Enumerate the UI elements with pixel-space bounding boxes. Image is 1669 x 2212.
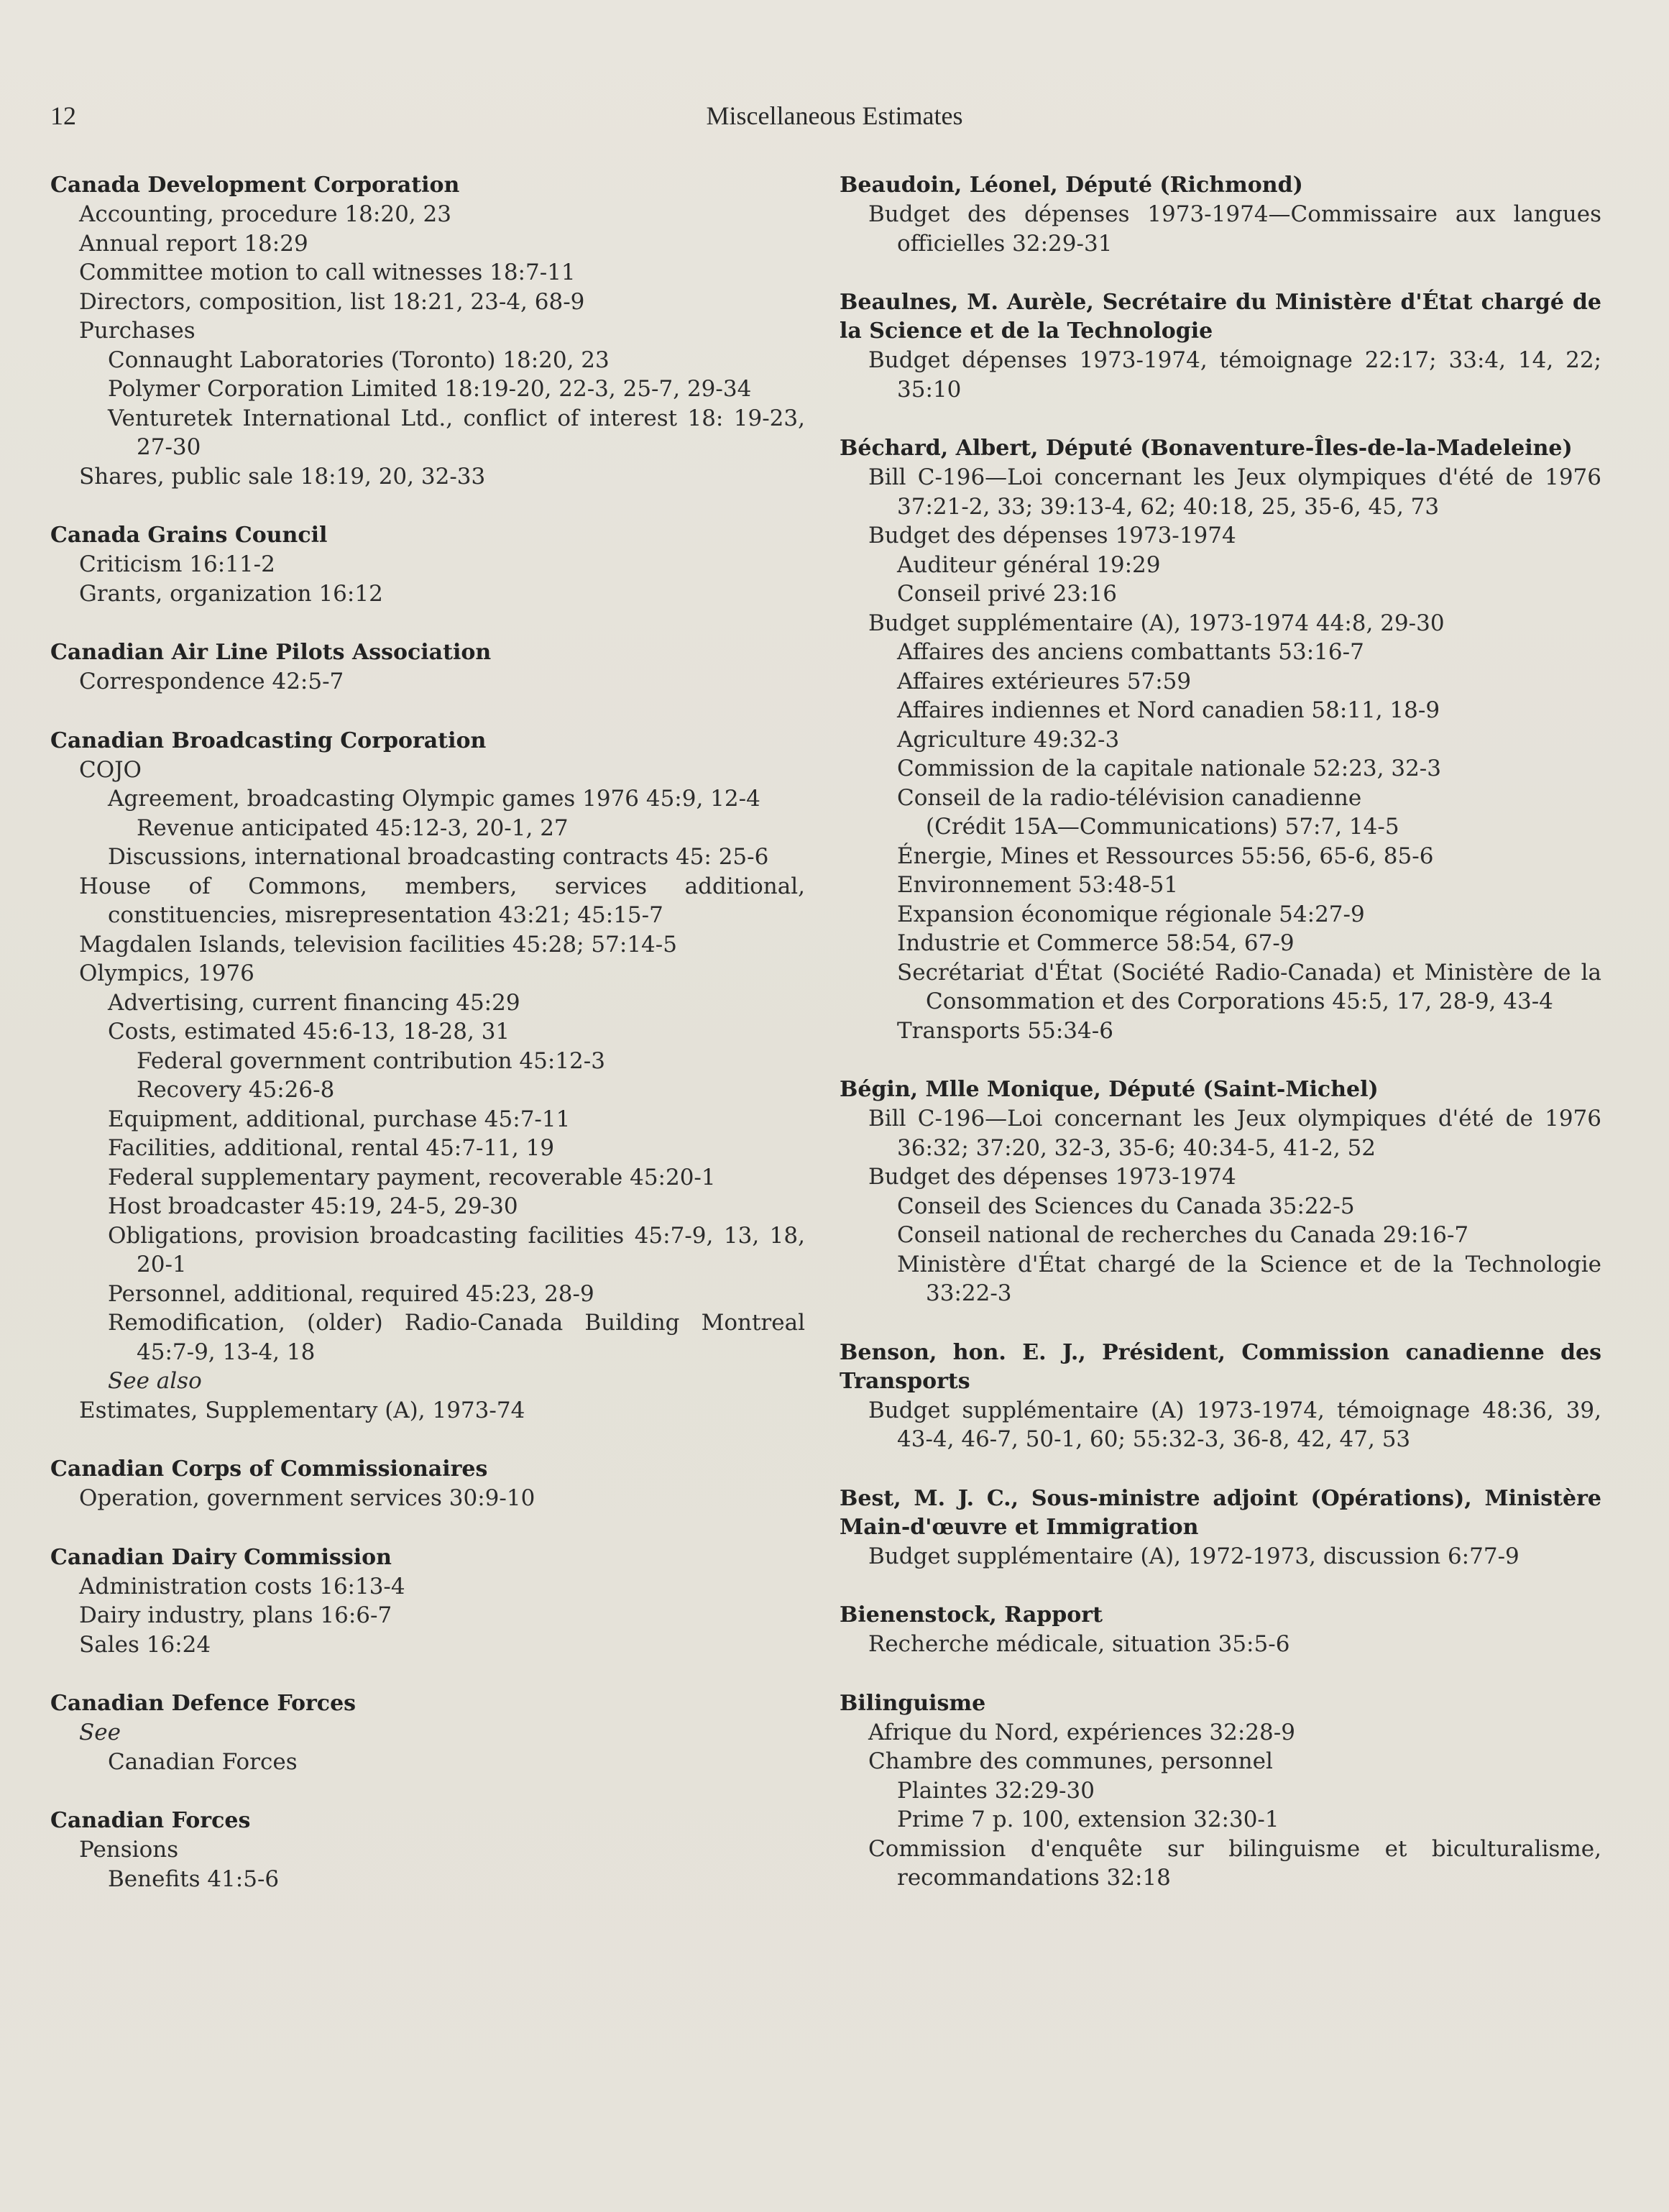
subentry-line: Conseil de la radio-télévision canadienne bbox=[897, 784, 1362, 811]
subentry-line: Budget des dépenses 1973-1974 bbox=[868, 1164, 1236, 1190]
subentry-line: Equipment, additional, purchase 45:7-11 bbox=[108, 1106, 571, 1132]
index-entry bbox=[50, 171, 805, 491]
subentry-line: Bill C-196—Loi concernant les Jeux olympiques d'été de 1976 37:21-2, 33; 39:13-4, 62; 40:18, 25, 35-6, 45, 73 bbox=[868, 464, 1601, 520]
subentry-line: Administration costs 16:13-4 bbox=[79, 1573, 405, 1600]
index-entry bbox=[840, 1601, 1601, 1659]
entry-heading: Canadian Forces bbox=[50, 1808, 251, 1833]
page-header bbox=[50, 101, 1619, 137]
subentry-line: Grants, organization 16:12 bbox=[79, 580, 383, 607]
index-entry bbox=[50, 1807, 805, 1894]
subentry-line: Budget supplémentaire (A), 1972-1973, discussion 6:77-9 bbox=[868, 1543, 1519, 1569]
index-entry bbox=[840, 1484, 1601, 1571]
subentry-line: Transports 55:34-6 bbox=[897, 1017, 1113, 1044]
entry-heading: Canada Grains Council bbox=[50, 523, 328, 548]
subentry-line: Host broadcaster 45:19, 24-5, 29-30 bbox=[108, 1193, 518, 1219]
index-entry bbox=[840, 1689, 1601, 1893]
subentry-line: Venturetek International Ltd., conflict of interest 18: 19-23, 27-30 bbox=[108, 405, 805, 460]
subentry-line: Bill C-196—Loi concernant les Jeux olympiques d'été de 1976 36:32; 37:20, 32-3, 35-6; 40:34-5, 41-2, 52 bbox=[868, 1106, 1601, 1161]
subentry-line: Afrique du Nord, expériences 32:28-9 bbox=[868, 1719, 1295, 1745]
subentry-line: Budget supplémentaire (A), 1973-1974 44:8, 29-30 bbox=[868, 610, 1445, 636]
subentry-line: Commission d'enquête sur bilinguisme et biculturalisme, recommandations 32:18 bbox=[868, 1835, 1601, 1891]
subentry-line: Expansion économique régionale 54:27-9 bbox=[897, 901, 1365, 927]
index-entry bbox=[50, 1543, 805, 1660]
subentry-line: Chambre des communes, personnel bbox=[868, 1748, 1273, 1774]
subentry-line: Polymer Corporation Limited 18:19-20, 22-3, 25-7, 29-34 bbox=[108, 376, 752, 402]
index-entry bbox=[840, 434, 1601, 1045]
subentry-line: Budget des dépenses 1973-1974—Commissaire aux langues officielles 32:29-31 bbox=[868, 201, 1601, 257]
cross-reference: See bbox=[79, 1720, 121, 1745]
subentry-line: Affaires indiennes et Nord canadien 58:11, 18-9 bbox=[897, 697, 1440, 723]
subentry-line: Benefits 41:5-6 bbox=[108, 1865, 280, 1892]
entry-heading: Benson, hon. E. J., Président, Commission canadienne des Transports bbox=[840, 1339, 1601, 1394]
subentry-line: Annual report 18:29 bbox=[79, 230, 308, 257]
subentry-line: Connaught Laboratories (Toronto) 18:20, 23 bbox=[108, 347, 610, 373]
subentry-line: Obligations, provision broadcasting facilities 45:7-9, 13, 18, 20-1 bbox=[108, 1222, 805, 1277]
subentry-line: Budget des dépenses 1973-1974 bbox=[868, 523, 1236, 549]
subentry-line: Affaires extérieures 57:59 bbox=[897, 668, 1192, 694]
subentry-line: Committee motion to call witnesses 18:7-11 bbox=[79, 260, 576, 285]
index-entry bbox=[840, 1075, 1601, 1308]
subentry-line: Olympics, 1976 bbox=[79, 960, 254, 986]
subentry-line: Estimates, Supplementary (A), 1973-74 bbox=[79, 1397, 525, 1423]
entry-heading: Canadian Broadcasting Corporation bbox=[50, 728, 487, 753]
subentry-line: Agreement, broadcasting Olympic games 1976 45:9, 12-4 bbox=[108, 786, 760, 812]
index-entry bbox=[50, 727, 805, 1426]
entry-heading: Canadian Air Line Pilots Association bbox=[50, 640, 492, 665]
subentry-line: Recovery 45:26-8 bbox=[137, 1077, 335, 1103]
subentry-line: Industrie et Commerce 58:54, 67-9 bbox=[897, 930, 1295, 956]
subentry-line: Énergie, Mines et Ressources 55:56, 65-6, 85-6 bbox=[897, 843, 1434, 869]
subentry-line: Secrétariat d'État (Société Radio-Canada) et Ministère de la Consommation et des Corporations 45:5, 17, 28-9, 43-4 bbox=[897, 959, 1601, 1014]
page-number: 12 bbox=[50, 101, 76, 130]
subentry-line: Commission de la capitale nationale 52:23, 32-3 bbox=[897, 756, 1441, 781]
subentry-line: Criticism 16:11-2 bbox=[79, 551, 275, 577]
subentry-line: Magdalen Islands, television facilities 45:28; 57:14-5 bbox=[79, 931, 677, 958]
subentry-line: Costs, estimated 45:6-13, 18-28, 31 bbox=[108, 1019, 510, 1045]
subentry-line: Federal government contribution 45:12-3 bbox=[137, 1047, 605, 1074]
index-entry bbox=[50, 1455, 805, 1513]
subentry-line: Affaires des anciens combattants 53:16-7 bbox=[897, 639, 1364, 665]
subentry-line: Accounting, procedure 18:20, 23 bbox=[79, 201, 451, 227]
subentry-line: Conseil privé 23:16 bbox=[897, 581, 1117, 607]
left-column bbox=[50, 171, 805, 1924]
subentry-line: Environnement 53:48-51 bbox=[897, 872, 1179, 898]
entry-heading: Bégin, Mlle Monique, Député (Saint-Michel) bbox=[840, 1077, 1379, 1102]
entry-heading: Bienenstock, Rapport bbox=[840, 1602, 1103, 1628]
subentry-line: Personnel, additional, required 45:23, 28-9 bbox=[108, 1280, 594, 1307]
index-entry bbox=[840, 1339, 1601, 1454]
subentry-line: Ministère d'État chargé de la Science et de la Technologie 33:22-3 bbox=[897, 1251, 1601, 1306]
subentry-line: Recherche médicale, situation 35:5-6 bbox=[868, 1631, 1290, 1657]
index-entry bbox=[50, 638, 805, 697]
subentry-line: Federal supplementary payment, recoverable 45:20-1 bbox=[108, 1164, 716, 1190]
entry-heading: Canadian Defence Forces bbox=[50, 1691, 357, 1716]
subentry-line: Purchases bbox=[79, 318, 196, 344]
subentry-line: COJO bbox=[79, 756, 142, 783]
entry-heading: Béchard, Albert, Député (Bonaventure-Îles-de-la-Madeleine) bbox=[840, 436, 1573, 461]
index-entry bbox=[840, 171, 1601, 258]
subentry-line: Conseil national de recherches du Canada 29:16-7 bbox=[897, 1222, 1469, 1248]
subentry-line: Budget dépenses 1973-1974, témoignage 22:17; 33:4, 14, 22; 35:10 bbox=[868, 347, 1601, 403]
entry-heading: Beaudoin, Léonel, Député (Richmond) bbox=[840, 173, 1303, 198]
subentry-line: Shares, public sale 18:19, 20, 32-33 bbox=[79, 463, 486, 490]
subentry-line: Advertising, current financing 45:29 bbox=[108, 989, 520, 1016]
entry-heading: Canadian Dairy Commission bbox=[50, 1544, 392, 1570]
subentry-line: Budget supplémentaire (A) 1973-1974, témoignage 48:36, 39, 43-4, 46-7, 50-1, 60; 55:32-3, 36-8, 42, 47, 53 bbox=[868, 1397, 1601, 1452]
index-entry bbox=[50, 1689, 805, 1776]
running-title: Miscellaneous Estimates bbox=[706, 101, 963, 130]
subentry-line: Operation, government services 30:9-10 bbox=[79, 1485, 535, 1511]
entry-heading: Beaulnes, M. Aurèle, Secrétaire du Ministère d'État chargé de la Science et de la Technologie bbox=[840, 290, 1601, 344]
subentry-line: Auditeur général 19:29 bbox=[897, 551, 1161, 578]
subentry-line: Agriculture 49:32-3 bbox=[897, 726, 1120, 753]
subentry-line: Conseil des Sciences du Canada 35:22-5 bbox=[897, 1193, 1355, 1219]
subentry-line: Facilities, additional, rental 45:7-11, 19 bbox=[108, 1135, 555, 1161]
subentry-line: Plaintes 32:29-30 bbox=[897, 1777, 1095, 1804]
subentry-line: Canadian Forces bbox=[108, 1748, 298, 1775]
index-entry bbox=[840, 288, 1601, 404]
subentry-line: House of Commons, members, services additional, constituencies, misrepresentation 43:21; 45:15-7 bbox=[79, 873, 805, 928]
subentry-line: Remodification, (older) Radio-Canada Building Montreal 45:7-9, 13-4, 18 bbox=[108, 1310, 805, 1365]
index-entry bbox=[50, 521, 805, 608]
subentry-line: Discussions, international broadcasting contracts 45: 25-6 bbox=[108, 844, 769, 870]
entry-heading: Canadian Corps of Commissionaires bbox=[50, 1456, 488, 1482]
cross-reference: See also bbox=[108, 1368, 202, 1394]
entry-heading: Best, M. J. C., Sous-ministre adjoint (Opérations), Ministère Main-d'œuvre et Immigration bbox=[840, 1485, 1601, 1540]
entry-heading: Canada Development Corporation bbox=[50, 173, 460, 198]
subentry-line: Prime 7 p. 100, extension 32:30-1 bbox=[897, 1807, 1279, 1832]
subentry-line: Correspondence 42:5-7 bbox=[79, 669, 344, 694]
right-column bbox=[840, 171, 1601, 1923]
subentry-line: Sales 16:24 bbox=[79, 1631, 211, 1658]
subentry-line: Revenue anticipated 45:12-3, 20-1, 27 bbox=[137, 814, 569, 841]
entry-heading: Bilinguisme bbox=[840, 1690, 986, 1716]
subentry-line: Pensions bbox=[79, 1837, 179, 1863]
subentry-line: (Crédit 15A—Communications) 57:7, 14-5 bbox=[926, 814, 1399, 840]
subentry-line: Dairy industry, plans 16:6-7 bbox=[79, 1602, 392, 1628]
subentry-line: Directors, composition, list 18:21, 23-4, 68-9 bbox=[79, 288, 585, 315]
